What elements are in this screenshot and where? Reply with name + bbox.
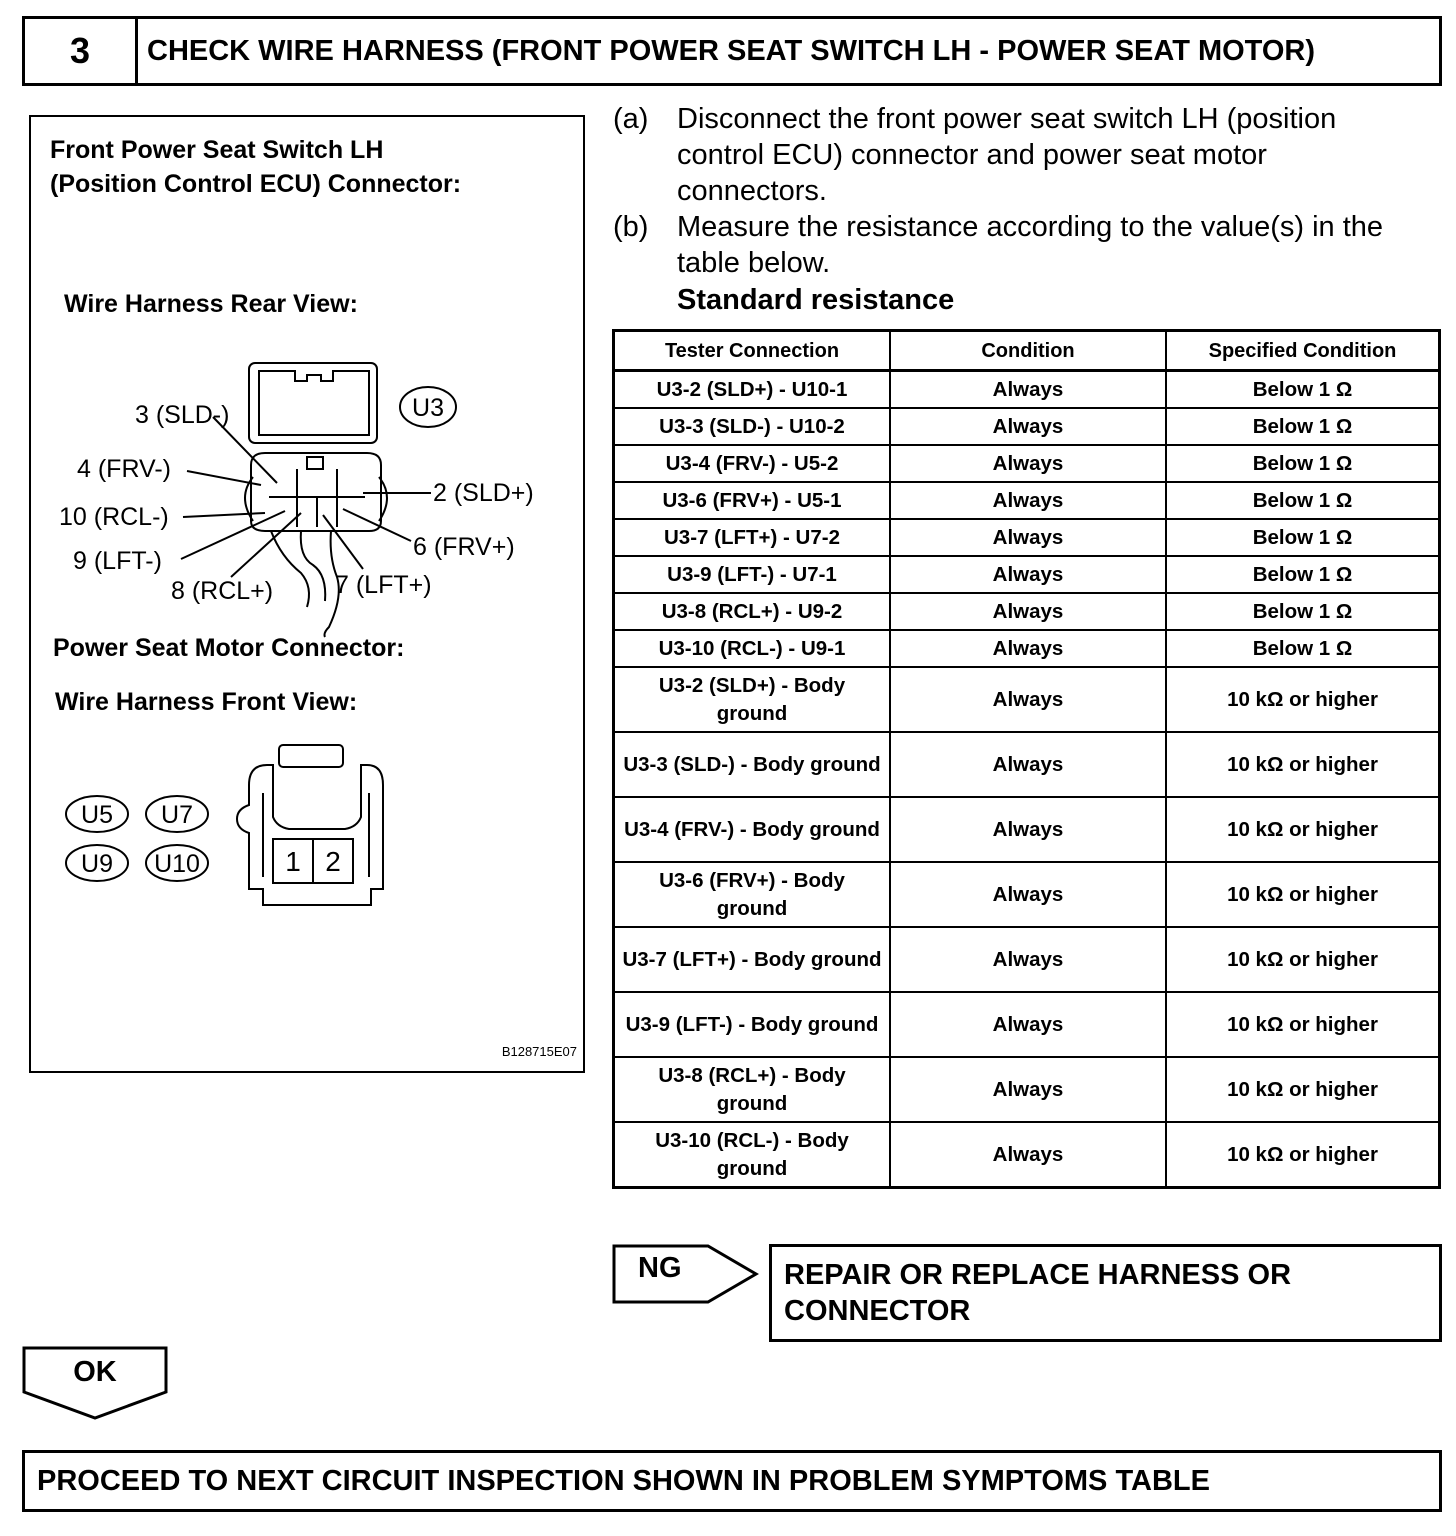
instruction-b	[613, 209, 1443, 281]
instruction-b-line2: table below.	[677, 247, 831, 279]
table-row	[614, 667, 1440, 732]
table-row	[614, 927, 1440, 992]
condition-cell: Always	[890, 445, 1166, 482]
ng-action-box	[769, 1244, 1442, 1342]
condition-cell: Always	[890, 408, 1166, 445]
condition-cell: Always	[890, 862, 1166, 927]
table-row	[614, 1057, 1440, 1122]
pin-label-2: 2 (SLD+)	[433, 479, 534, 507]
condition-cell: Always	[890, 371, 1166, 409]
condition-cell: Always	[890, 593, 1166, 630]
condition-cell: Always	[890, 732, 1166, 797]
condition-cell: Always	[890, 630, 1166, 667]
table-header-condition: Condition	[890, 331, 1166, 371]
motor-pin-2: 2	[325, 846, 341, 877]
specified-condition-cell: Below 1 Ω	[1166, 408, 1440, 445]
connector-diagram	[31, 117, 583, 1071]
specified-condition-cell: 10 kΩ or higher	[1166, 1122, 1440, 1188]
tester-connection-cell: U3-6 (FRV+) - U5-1	[614, 482, 891, 519]
figure-heading-line1: Front Power Seat Switch LH	[50, 136, 384, 164]
specified-condition-cell: 10 kΩ or higher	[1166, 927, 1440, 992]
connector-figure	[29, 115, 585, 1073]
table-row	[614, 732, 1440, 797]
specified-condition-cell: 10 kΩ or higher	[1166, 992, 1440, 1057]
table-header-row	[614, 331, 1440, 371]
instruction-b-line1: Measure the resistance according to the value(s) in the	[677, 211, 1384, 243]
figure-heading-line2: (Position Control ECU) Connector:	[50, 170, 462, 198]
table-row	[614, 371, 1440, 409]
pin-label-8: 8 (RCL+)	[171, 577, 274, 605]
specified-condition-cell: 10 kΩ or higher	[1166, 667, 1440, 732]
table-row	[614, 556, 1440, 593]
ng-action-line1: REPAIR OR REPLACE HARNESS OR	[784, 1259, 1292, 1291]
tester-connection-cell: U3-9 (LFT-) - Body ground	[614, 992, 891, 1057]
tester-connection-cell: U3-8 (RCL+) - Body ground	[614, 1057, 891, 1122]
ok-action-text: PROCEED TO NEXT CIRCUIT INSPECTION SHOWN IN PROBLEM SYMPTOMS TABLE	[37, 1464, 1210, 1497]
tester-connection-cell: U3-2 (SLD+) - U10-1	[614, 371, 891, 409]
specified-condition-cell: Below 1 Ω	[1166, 445, 1440, 482]
step-number: 3	[25, 19, 138, 83]
specified-condition-cell: 10 kΩ or higher	[1166, 862, 1440, 927]
rear-view-label: Wire Harness Rear View:	[64, 290, 358, 318]
ng-arrow	[612, 1244, 762, 1304]
tester-connection-cell: U3-9 (LFT-) - U7-1	[614, 556, 891, 593]
step-title: CHECK WIRE HARNESS (FRONT POWER SEAT SWITCH LH - POWER SEAT MOTOR)	[147, 34, 1316, 67]
table-row	[614, 482, 1440, 519]
tester-connection-cell: U3-3 (SLD-) - Body ground	[614, 732, 891, 797]
tester-connection-cell: U3-10 (RCL-) - Body ground	[614, 1122, 891, 1188]
instruction-a-line3: connectors.	[677, 175, 827, 207]
table-row	[614, 862, 1440, 927]
specified-condition-cell: 10 kΩ or higher	[1166, 797, 1440, 862]
condition-cell: Always	[890, 667, 1166, 732]
tester-connection-cell: U3-10 (RCL-) - U9-1	[614, 630, 891, 667]
condition-cell: Always	[890, 1057, 1166, 1122]
ecu-connector-id: U3	[412, 394, 444, 422]
standard-resistance-label: Standard resistance	[677, 284, 955, 316]
motor-connector-latch	[279, 745, 343, 767]
table-row	[614, 992, 1440, 1057]
condition-cell: Always	[890, 1122, 1166, 1188]
tester-connection-cell: U3-8 (RCL+) - U9-2	[614, 593, 891, 630]
ok-action-box	[22, 1450, 1442, 1512]
table-row	[614, 1122, 1440, 1188]
motor-connector-id-u5: U5	[81, 801, 113, 829]
instruction-b-letter: (b)	[613, 211, 649, 243]
condition-cell: Always	[890, 927, 1166, 992]
specified-condition-cell: 10 kΩ or higher	[1166, 732, 1440, 797]
specified-condition-cell: Below 1 Ω	[1166, 371, 1440, 409]
front-view-label: Wire Harness Front View:	[55, 688, 358, 716]
specified-condition-cell: Below 1 Ω	[1166, 482, 1440, 519]
leader-pin4	[187, 471, 261, 485]
table-row	[614, 797, 1440, 862]
tester-connection-cell: U3-6 (FRV+) - Body ground	[614, 862, 891, 927]
leader-pin7	[323, 515, 363, 569]
step-header	[22, 16, 1442, 86]
pin-label-7: 7 (LFT+)	[335, 571, 432, 599]
condition-cell: Always	[890, 519, 1166, 556]
motor-pin-1: 1	[285, 846, 301, 877]
motor-connector-id-u9: U9	[81, 850, 113, 878]
pin-label-3: 3 (SLD-)	[135, 401, 230, 429]
resistance-table	[612, 329, 1441, 1189]
motor-connector-heading: Power Seat Motor Connector:	[53, 634, 405, 662]
pin-label-9: 9 (LFT-)	[73, 547, 162, 575]
instruction-a-letter: (a)	[613, 103, 649, 135]
specified-condition-cell: 10 kΩ or higher	[1166, 1057, 1440, 1122]
specified-condition-cell: Below 1 Ω	[1166, 630, 1440, 667]
pin-label-10: 10 (RCL-)	[59, 503, 169, 531]
table-body	[614, 371, 1440, 1188]
leader-pin9	[181, 511, 285, 559]
pin-label-4: 4 (FRV-)	[77, 455, 171, 483]
condition-cell: Always	[890, 992, 1166, 1057]
specified-condition-cell: Below 1 Ω	[1166, 556, 1440, 593]
condition-cell: Always	[890, 797, 1166, 862]
instruction-a-line2: control ECU) connector and power seat motor	[677, 139, 1267, 171]
ng-label: NG	[638, 1252, 682, 1284]
condition-cell: Always	[890, 556, 1166, 593]
table-row	[614, 408, 1440, 445]
table-header-tester-connection: Tester Connection	[614, 331, 891, 371]
table-row	[614, 593, 1440, 630]
tester-connection-cell: U3-7 (LFT+) - U7-2	[614, 519, 891, 556]
instruction-a	[613, 101, 1433, 209]
figure-code: B128715E07	[501, 1044, 577, 1059]
leader-pin6	[343, 509, 411, 541]
tester-connection-cell: U3-3 (SLD-) - U10-2	[614, 408, 891, 445]
table-header-specified-condition: Specified Condition	[1166, 331, 1440, 371]
leader-pin8	[231, 513, 301, 577]
table-row	[614, 519, 1440, 556]
tester-connection-cell: U3-4 (FRV-) - U5-2	[614, 445, 891, 482]
ok-label: OK	[73, 1356, 117, 1388]
motor-connector-id-u10: U10	[154, 850, 200, 878]
ecu-connector-latch	[259, 371, 369, 435]
table-row	[614, 445, 1440, 482]
ng-action-text	[784, 1257, 1291, 1329]
table-row	[614, 630, 1440, 667]
tester-connection-cell: U3-4 (FRV-) - Body ground	[614, 797, 891, 862]
instruction-a-line1: Disconnect the front power seat switch LH (position	[677, 103, 1337, 135]
tester-connection-cell: U3-7 (LFT+) - Body ground	[614, 927, 891, 992]
tester-connection-cell: U3-2 (SLD+) - Body ground	[614, 667, 891, 732]
pin-label-6: 6 (FRV+)	[413, 533, 515, 561]
specified-condition-cell: Below 1 Ω	[1166, 519, 1440, 556]
ng-action-line2: CONNECTOR	[784, 1295, 971, 1327]
specified-condition-cell: Below 1 Ω	[1166, 593, 1440, 630]
condition-cell: Always	[890, 482, 1166, 519]
leader-pin10	[183, 513, 265, 517]
motor-connector-id-u7: U7	[161, 801, 193, 829]
